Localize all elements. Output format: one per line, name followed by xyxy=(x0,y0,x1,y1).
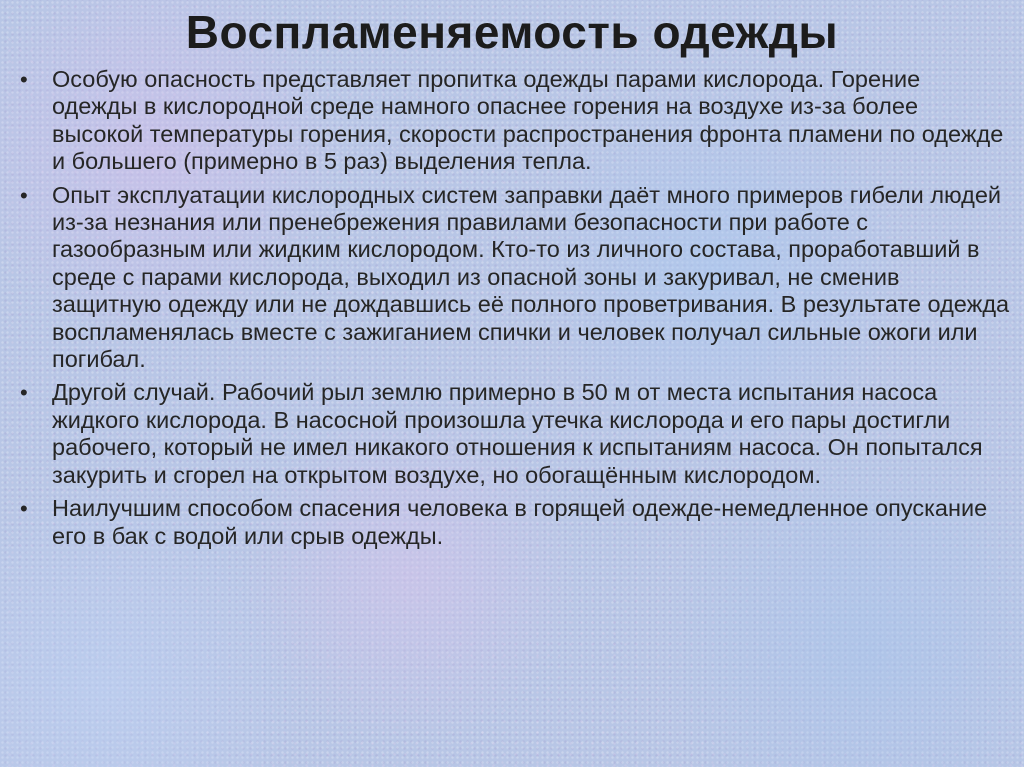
bullet-dot-icon: • xyxy=(20,67,28,92)
bullet-dot-icon: • xyxy=(20,380,28,406)
bullet-item xyxy=(20,66,1010,176)
bullet-list xyxy=(20,66,1010,556)
bullet-text: Наилучшим способом спасения человека в горящей одежде-немедленное опускание его в бак с водой или срыв одежды. xyxy=(52,495,988,549)
bullet-text: Другой случай. Рабочий рыл землю примерно в 50 м от места испытания насоса жидкого кислорода. В насосной произошла утечка кислорода и его пары достигли рабочего, который не имел никакого отношения к испытаниям насоса. Он попытался закурить и сгорел на открытом воздухе, но обогащённым кислородом. xyxy=(52,379,983,488)
bullet-item xyxy=(20,182,1010,374)
bullet-item xyxy=(20,495,1010,550)
slide-title: Воспламеняемость одежды xyxy=(185,6,839,58)
bullet-text: Особую опасность представляет пропитка одежды парами кислорода. Горение одежды в кислородной среде намного опаснее горения на воздухе из-за более высокой температуры горения, скорости распространения фронта пламени по одежде и большего (примерно в 5 раз) выделения тепла. xyxy=(52,66,1004,175)
bullet-text: Опыт эксплуатации кислородных систем заправки даёт много примеров гибели людей из-за незнания или пренебрежения правилами безопасности при работе с газообразным или жидким кислородом. Кто-то из личного состава, проработавший в среде с парами кислорода, выходил из опасной зоны и закуривал, не сменив защитную одежду или не дождавшись её полного проветривания. В результате одежда воспламенялась вместе с зажиганием спички и человек получал сильные ожоги или погибал. xyxy=(52,181,1010,373)
bullet-item xyxy=(20,379,1010,489)
bullet-dot-icon: • xyxy=(20,182,28,208)
bullet-dot-icon: • xyxy=(20,496,28,522)
